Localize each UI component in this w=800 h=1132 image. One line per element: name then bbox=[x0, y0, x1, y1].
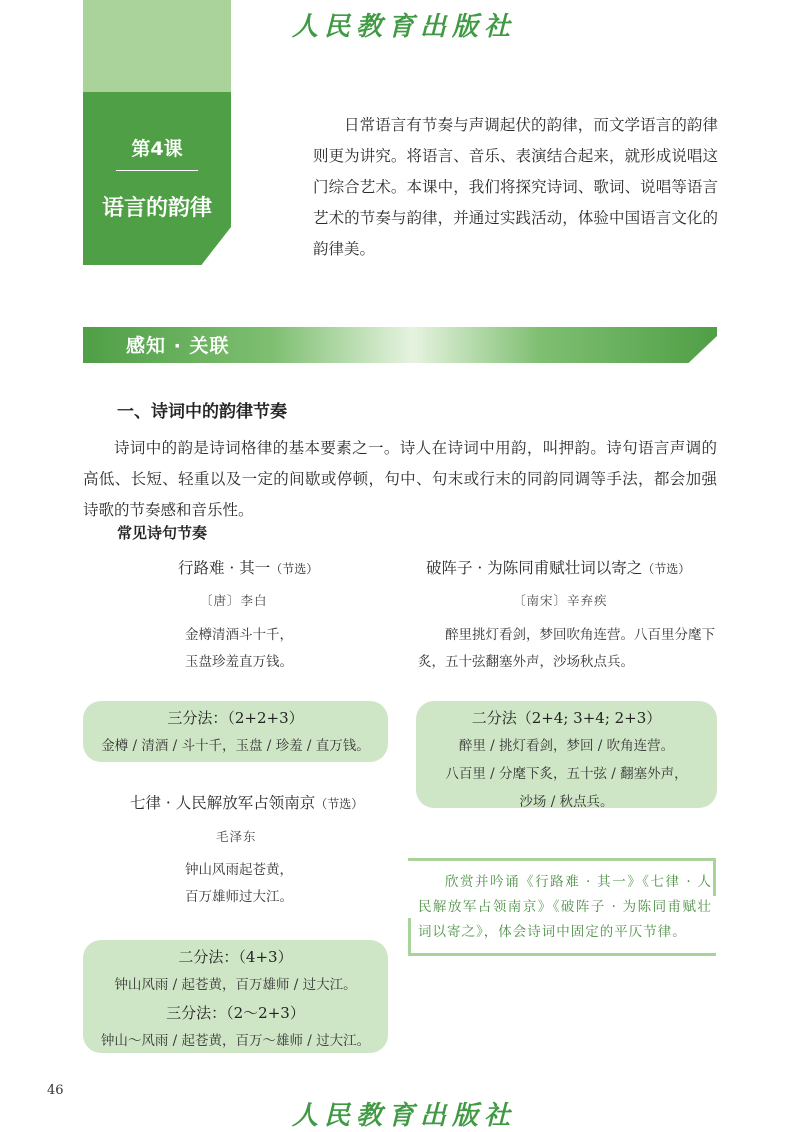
tip-text: 欣赏并吟诵《行路难 · 其一》《七律 · 人民解放军占领南京》《破阵子 · 为陈同甫赋壮词以寄之》，体会诗词中固定的平仄节律。 bbox=[418, 874, 712, 940]
poem-verse: 醉里挑灯看剑，梦回吹角连营。八百里分麾下炙，五十弦翻塞外声，沙场秋点兵。 bbox=[418, 627, 715, 670]
lesson-header-box bbox=[83, 92, 231, 265]
publisher-logo: 人民教育出版社 bbox=[292, 12, 517, 42]
poem-title-text: 行路难 · 其一 bbox=[178, 559, 271, 577]
poem-note: （节选） bbox=[642, 562, 691, 576]
poem-author: 毛泽东 bbox=[216, 829, 257, 844]
lesson-intro: 日常语言有节奏与声调起伏的韵律，而文学语言的韵律则更为讲究。将语言、音乐、表演结合起来，就形成说唱这门综合艺术。本课中，我们将探究诗词、歌词、说唱等语言艺术的节奏与韵律，并通过实践活动，体验中国语言文化的韵律美。 bbox=[313, 116, 718, 258]
rhythm-heading: 三分法：（2+2+3） bbox=[167, 709, 304, 727]
publisher-logo-footer: 人民教育出版社 bbox=[292, 1101, 517, 1131]
tip-border-right bbox=[713, 858, 716, 896]
poem-note: （节选） bbox=[270, 562, 319, 576]
lesson-title: 语言的韵律 bbox=[101, 196, 212, 221]
section-banner-title: 感知 · 关联 bbox=[126, 335, 230, 357]
poem-verse bbox=[185, 622, 293, 676]
rhythm-line: 钟山～风雨 / 起苍黄，百万～雄师 / 过大江。 bbox=[100, 1033, 371, 1049]
poem-title bbox=[178, 556, 318, 578]
verse-line: 玉盘珍羞直万钱。 bbox=[185, 654, 293, 670]
rhythm-heading: 三分法：（2～2+3） bbox=[166, 1004, 305, 1022]
poem-verse bbox=[185, 857, 293, 911]
tip-border-top bbox=[408, 858, 716, 861]
small-heading: 常见诗句节奏 bbox=[117, 524, 208, 542]
verse-line: 金樽清酒斗十千， bbox=[185, 627, 293, 643]
poem-title bbox=[426, 556, 690, 578]
rhythm-line: 金樽 / 清酒 / 斗十千，玉盘 / 珍羞 / 直万钱。 bbox=[101, 738, 370, 754]
rhythm-line: 醉里 / 挑灯看剑，梦回 / 吹角连营。 bbox=[458, 738, 675, 754]
lesson-header-top-band bbox=[83, 0, 231, 92]
verse-line: 钟山风雨起苍黄， bbox=[185, 862, 293, 878]
rhythm-line: 八百里 / 分麾下炙，五十弦 / 翻塞外声， bbox=[445, 766, 688, 782]
rhythm-line: 沙场 / 秋点兵。 bbox=[519, 794, 614, 810]
subheading: 一、诗词中的韵律节奏 bbox=[117, 402, 287, 422]
poem-title-text: 破阵子 · 为陈同甫赋壮词以寄之 bbox=[426, 559, 643, 577]
page-number: 46 bbox=[47, 1083, 64, 1098]
lesson-divider bbox=[116, 170, 198, 171]
tip-border-bottom bbox=[408, 953, 716, 956]
lesson-number: 第4课 bbox=[131, 138, 183, 160]
tip-border-left bbox=[408, 918, 411, 956]
poem-note: （节选） bbox=[315, 797, 364, 811]
rhythm-line: 钟山风雨 / 起苍黄，百万雄师 / 过大江。 bbox=[114, 977, 357, 993]
rhythm-heading: 二分法：（4+3） bbox=[178, 948, 293, 966]
poem-title-text: 七律 · 人民解放军占领南京 bbox=[130, 794, 316, 812]
poem-author: 〔唐〕李白 bbox=[200, 593, 268, 608]
poem-author: 〔南宋〕辛弃疾 bbox=[513, 593, 608, 608]
rhythm-heading: 二分法（2+4; 3+4; 2+3） bbox=[471, 709, 662, 727]
poem-title bbox=[130, 791, 363, 813]
body-paragraph: 诗词中的韵是诗词格律的基本要素之一。诗人在诗词中用韵，叫押韵。诗句语言声调的高低、长短、轻重以及一定的间歇或停顿，句中、句末或行末的同韵同调等手法，都会加强诗歌的节奏感和音乐性。 bbox=[83, 439, 717, 519]
verse-line: 百万雄师过大江。 bbox=[185, 889, 293, 905]
